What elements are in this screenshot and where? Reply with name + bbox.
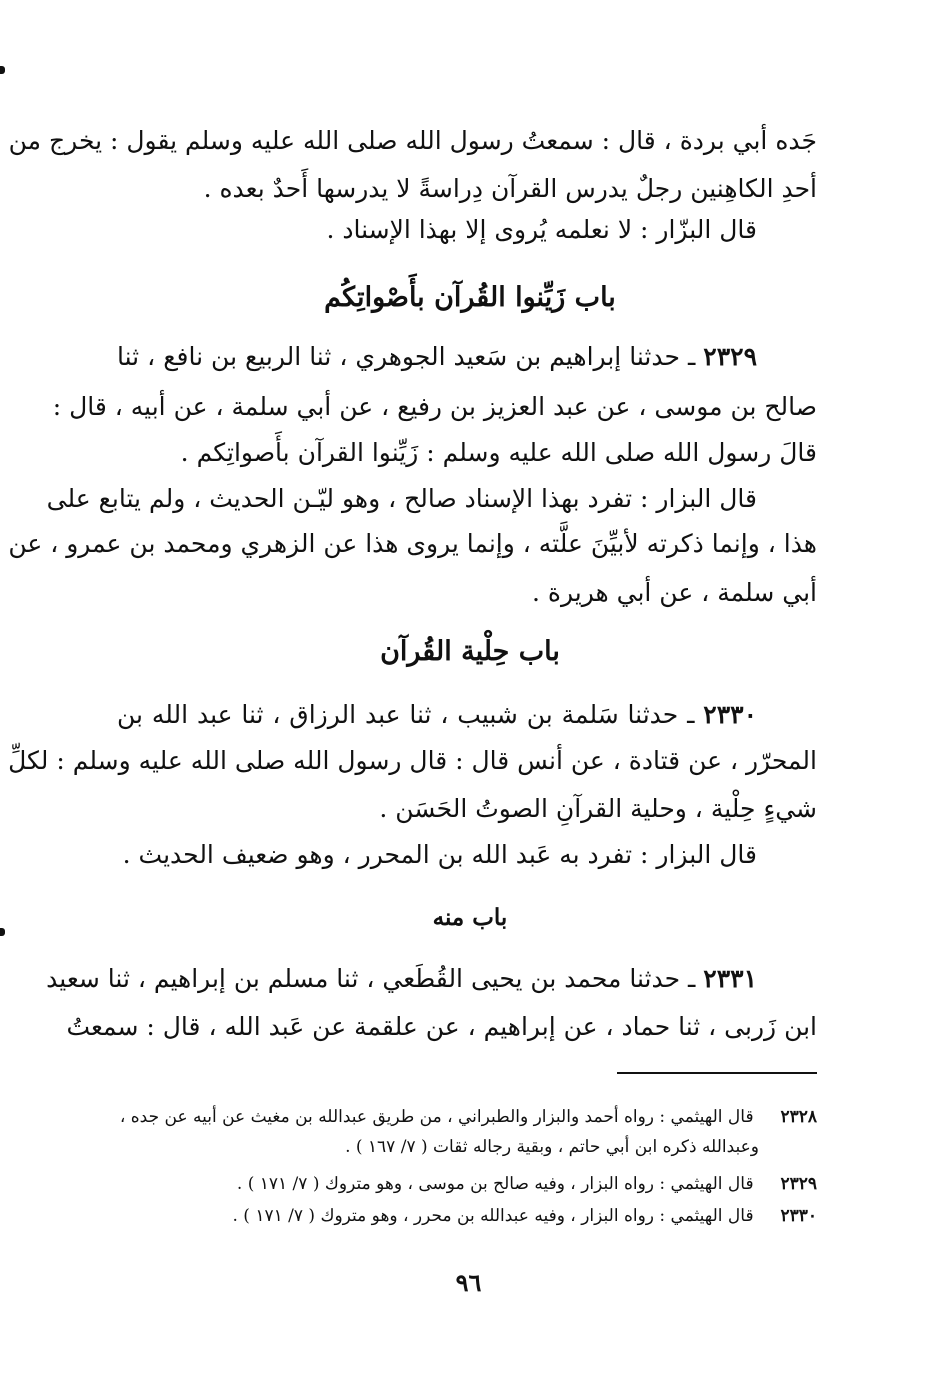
hadith-number-2331: ٢٣٣١	[703, 964, 757, 993]
body-line-3: قال البزّار : لا نعلمه يُروى إلا بهذا الإسناد .	[326, 215, 757, 244]
footnote-number-2330: ٢٣٣٠	[780, 1206, 817, 1226]
footnote-number-2328: ٢٣٢٨	[780, 1107, 817, 1127]
hadith-2331-line-1	[46, 962, 817, 996]
footnote-separator	[617, 1072, 817, 1074]
page-number: ٩٦	[455, 1268, 482, 1297]
hadith-number-2330: ٢٣٣٠	[703, 700, 758, 729]
hadith-2329-comment-3: أبي سلمة ، عن أبي هريرة .	[531, 578, 817, 607]
body-line-1: جَده أبي بردة ، قال : سمعتُ رسول الله صلى الله عليه وسلم يقول : يخرج من	[8, 126, 817, 155]
hadith-2329-comment-1: قال البزار : تفرد بهذا الإسناد صالح ، وهو ليّـن الحديث ، ولم يتابع على	[46, 484, 757, 513]
footnote-2328	[117, 1104, 817, 1130]
footnote-text-2328: قال الهيثمي : رواه أحمد والبزار والطبراني ، من طريق عبدالله بن مغيث عن أبيه عن جده ،	[119, 1107, 754, 1127]
chapter-heading-2: باب حِلْية القُرآن	[380, 636, 560, 667]
hadith-2329-line-3: قالَ رسول الله صلى الله عليه وسلم : زَيِّنوا القرآن بأَصواتِكم .	[180, 438, 817, 467]
hadith-2329-line-1	[117, 340, 817, 374]
hadith-2330-line-2: المحرّر ، عن قتادة ، عن أنس قال : قال رسول الله صلى الله عليه وسلم : لكلِّ	[8, 746, 817, 775]
body-line-2: أحدِ الكاهِنين رجلٌ يدرس القرآن دِراسةً لا يدرسها أَحدٌ بعده .	[203, 174, 817, 203]
hadith-2329-text-1: ـ حدثنا إبراهيم بن سَعيد الجوهري ، ثنا الربيع بن نافع ، ثنا	[117, 342, 696, 371]
hadith-2331-text-1: ـ حدثنا محمد بن يحيى القُطَعي ، ثنا مسلم بن إبراهيم ، ثنا سعيد	[46, 964, 696, 993]
footnote-text-2329: قال الهيثمي : رواه البزار ، وفيه صالح بن موسى ، وهو متروك ( ٧/ ١٧١ ) .	[236, 1174, 754, 1194]
footnote-2329	[117, 1171, 817, 1197]
hadith-2330-line-1	[117, 698, 817, 732]
hadith-2329-line-2: صالح بن موسى ، عن عبد العزيز بن رفيع ، عن أبي سلمة ، عن أبيه ، قال :	[52, 392, 817, 421]
footnote-number-2329: ٢٣٢٩	[780, 1174, 817, 1194]
footnote-text-2330: قال الهيثمي : رواه البزار ، وفيه عبدالله بن محرر ، وهو متروك ( ٧/ ١٧١ ) .	[232, 1206, 754, 1226]
hadith-2329-comment-2: هذا ، وإنما ذكرته لأبيِّنَ علَّته ، وإنما يروى هذا عن الزهري ومحمد بن عمرو ، عن	[8, 529, 817, 558]
scan-edge-mark	[0, 928, 5, 936]
hadith-2330-line-3: شيءٍ حِلْية ، وحلية القرآنِ الصوتُ الحَسَن .	[379, 794, 817, 823]
hadith-2330-text-1: ـ حدثنا سَلمة بن شبيب ، ثنا عبد الرزاق ، ثنا عبد الله بن	[117, 700, 695, 729]
hadith-2331-line-2: ابن زَربى ، ثنا حماد ، عن إبراهيم ، عن علقمة عن عَبد الله ، قال : سمعتُ	[66, 1012, 817, 1041]
footnote-2328-continuation: وعبدالله ذكره ابن أبي حاتم ، وبقية رجاله ثقات ( ٧/ ١٦٧ ) .	[345, 1137, 759, 1157]
hadith-number-2329: ٢٣٢٩	[703, 342, 758, 371]
footnote-2330	[117, 1203, 817, 1229]
scan-edge-mark	[0, 66, 5, 74]
hadith-2330-comment: قال البزار : تفرد به عَبد الله بن المحرر ، وهو ضعيف الحديث .	[122, 840, 757, 869]
chapter-heading-3: باب منه	[432, 904, 508, 931]
chapter-heading-1: باب زَيِّنوا القُرآن بأَصْواتِكُم	[324, 282, 616, 313]
